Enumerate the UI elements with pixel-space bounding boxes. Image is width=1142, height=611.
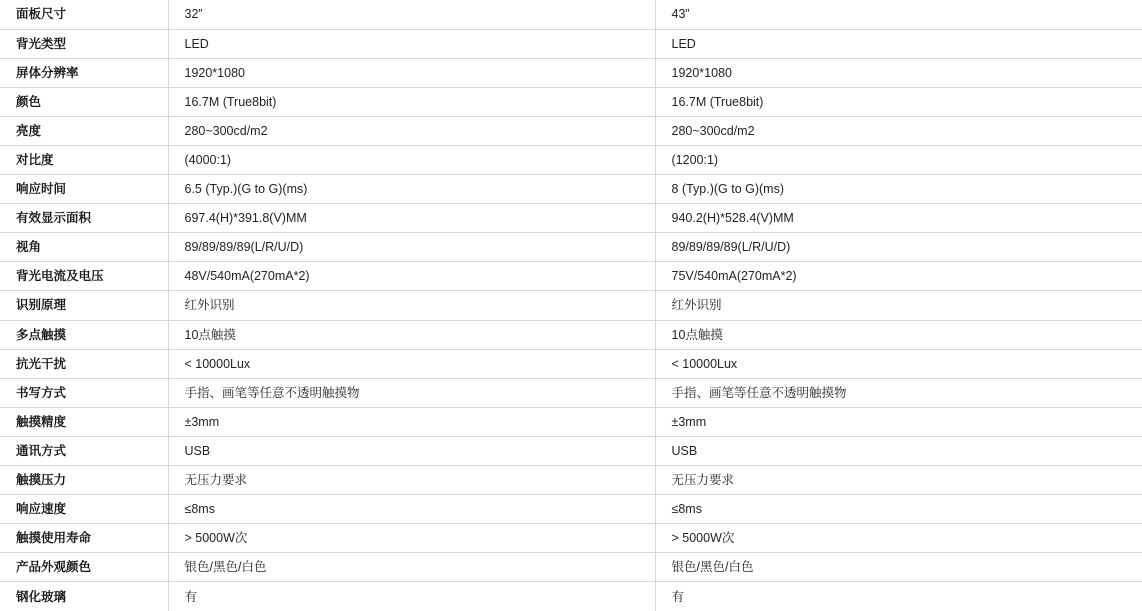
spec-label-cell: 响应时间	[0, 175, 168, 204]
table-row	[0, 349, 1142, 378]
spec-value-cell-43: (1200:1)	[655, 145, 1142, 174]
spec-value-cell-43: 8 (Typ.)(G to G)(ms)	[655, 175, 1142, 204]
spec-label-cell: 触摸精度	[0, 407, 168, 436]
spec-value-cell-32: LED	[168, 29, 655, 58]
spec-value-cell-32: (4000:1)	[168, 145, 655, 174]
table-row	[0, 553, 1142, 582]
spec-value-cell-32: 无压力要求	[168, 466, 655, 495]
spec-value-cell-43: USB	[655, 436, 1142, 465]
spec-value-cell-43: 280~300cd/m2	[655, 116, 1142, 145]
spec-label-cell: 背光电流及电压	[0, 262, 168, 291]
spec-value-cell-43: 无压力要求	[655, 466, 1142, 495]
spec-value-cell-32: USB	[168, 436, 655, 465]
spec-value-cell-32: 6.5 (Typ.)(G to G)(ms)	[168, 175, 655, 204]
spec-value-cell-32: 10点触摸	[168, 320, 655, 349]
spec-label-cell: 识别原理	[0, 291, 168, 320]
table-row	[0, 378, 1142, 407]
spec-value-cell-43: > 5000W次	[655, 524, 1142, 553]
spec-value-cell-32: 手指、画笔等任意不透明触摸物	[168, 378, 655, 407]
table-row	[0, 87, 1142, 116]
spec-label-cell: 产品外观颜色	[0, 553, 168, 582]
table-row	[0, 58, 1142, 87]
table-row	[0, 29, 1142, 58]
spec-label-cell: 有效显示面积	[0, 204, 168, 233]
table-row	[0, 466, 1142, 495]
spec-label-cell: 响应速度	[0, 495, 168, 524]
table-row	[0, 524, 1142, 553]
spec-label-cell: 视角	[0, 233, 168, 262]
table-row	[0, 320, 1142, 349]
spec-value-cell-32: 1920*1080	[168, 58, 655, 87]
spec-label-cell: 亮度	[0, 116, 168, 145]
table-row	[0, 0, 1142, 29]
table-row	[0, 291, 1142, 320]
table-row	[0, 204, 1142, 233]
spec-value-cell-32: 280~300cd/m2	[168, 116, 655, 145]
spec-value-cell-32: 银色/黑色/白色	[168, 553, 655, 582]
spec-value-cell-32: > 5000W次	[168, 524, 655, 553]
spec-value-cell-32: 697.4(H)*391.8(V)MM	[168, 204, 655, 233]
spec-value-cell-43: 10点触摸	[655, 320, 1142, 349]
spec-value-cell-43: 有	[655, 582, 1142, 611]
spec-label-cell: 钢化玻璃	[0, 582, 168, 611]
spec-label-cell: 书写方式	[0, 378, 168, 407]
spec-value-cell-43: 红外识别	[655, 291, 1142, 320]
spec-value-cell-32: 32”	[168, 0, 655, 29]
spec-value-cell-43: < 10000Lux	[655, 349, 1142, 378]
table-row	[0, 116, 1142, 145]
spec-label-cell: 通讯方式	[0, 436, 168, 465]
spec-label-cell: 面板尺寸	[0, 0, 168, 29]
spec-label-cell: 背光类型	[0, 29, 168, 58]
spec-value-cell-43: LED	[655, 29, 1142, 58]
spec-value-cell-43: 银色/黑色/白色	[655, 553, 1142, 582]
spec-value-cell-32: ±3mm	[168, 407, 655, 436]
spec-label-cell: 多点触摸	[0, 320, 168, 349]
spec-value-cell-32: 48V/540mA(270mA*2)	[168, 262, 655, 291]
spec-value-cell-43: 手指、画笔等任意不透明触摸物	[655, 378, 1142, 407]
spec-value-cell-32: 有	[168, 582, 655, 611]
spec-label-cell: 屏体分辨率	[0, 58, 168, 87]
spec-label-cell: 触摸使用寿命	[0, 524, 168, 553]
spec-value-cell-43: 43”	[655, 0, 1142, 29]
spec-value-cell-32: < 10000Lux	[168, 349, 655, 378]
spec-value-cell-43: 16.7M (True8bit)	[655, 87, 1142, 116]
spec-value-cell-43: 940.2(H)*528.4(V)MM	[655, 204, 1142, 233]
table-row	[0, 233, 1142, 262]
spec-value-cell-32: 89/89/89/89(L/R/U/D)	[168, 233, 655, 262]
table-row	[0, 145, 1142, 174]
table-row	[0, 175, 1142, 204]
spec-label-cell: 颜色	[0, 87, 168, 116]
spec-value-cell-43: ≤8ms	[655, 495, 1142, 524]
spec-value-cell-43: 89/89/89/89(L/R/U/D)	[655, 233, 1142, 262]
table-row	[0, 495, 1142, 524]
spec-value-cell-32: 红外识别	[168, 291, 655, 320]
spec-value-cell-32: ≤8ms	[168, 495, 655, 524]
table-row	[0, 582, 1142, 611]
spec-label-cell: 抗光干扰	[0, 349, 168, 378]
spec-value-cell-32: 16.7M (True8bit)	[168, 87, 655, 116]
spec-value-cell-43: 1920*1080	[655, 58, 1142, 87]
spec-value-cell-43: ±3mm	[655, 407, 1142, 436]
spec-value-cell-43: 75V/540mA(270mA*2)	[655, 262, 1142, 291]
table-row	[0, 436, 1142, 465]
table-row	[0, 262, 1142, 291]
spec-label-cell: 触摸压力	[0, 466, 168, 495]
table-row	[0, 407, 1142, 436]
spec-label-cell: 对比度	[0, 145, 168, 174]
